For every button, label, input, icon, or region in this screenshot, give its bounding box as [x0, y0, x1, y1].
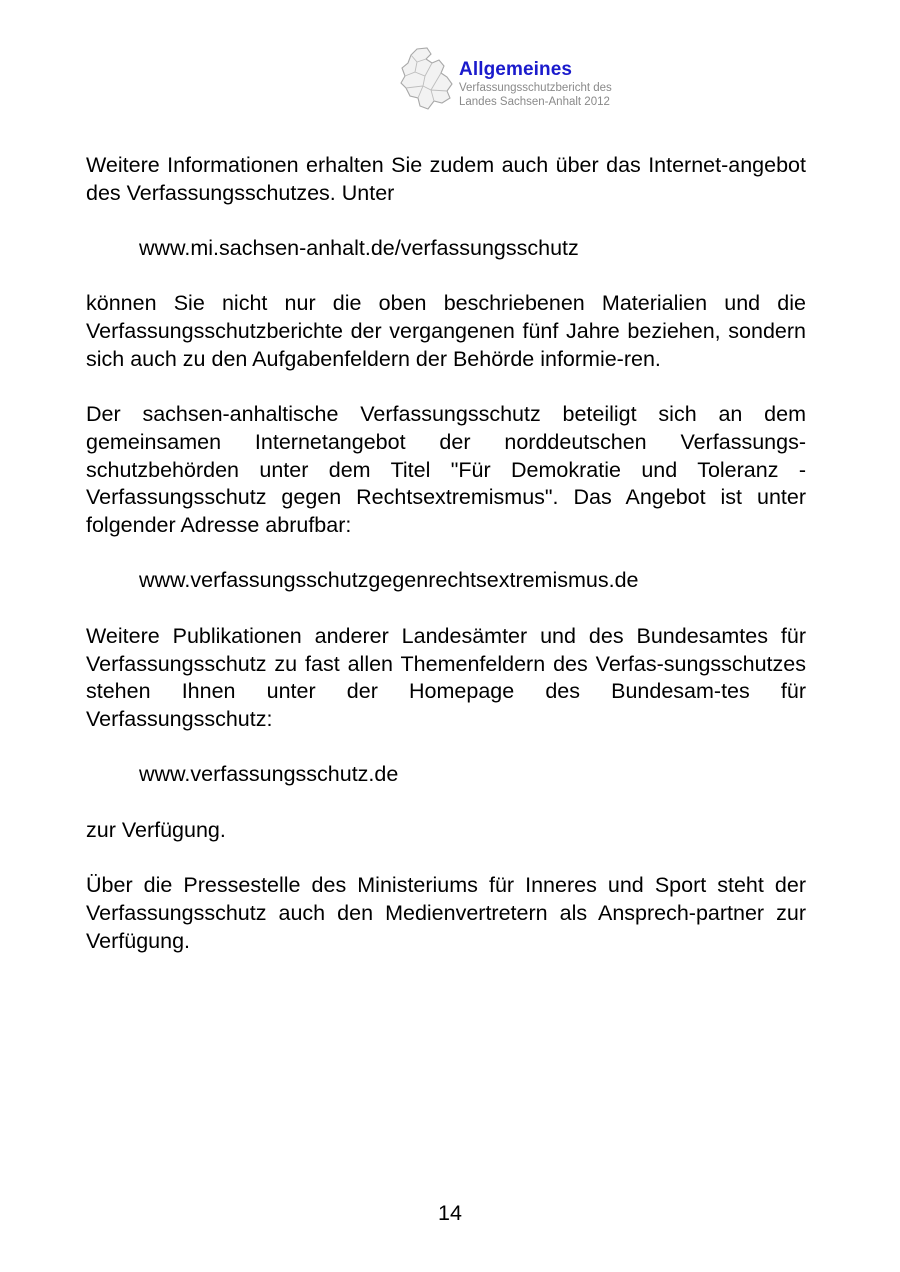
header-subtitle-line-1: Verfassungsschutzbericht des: [459, 82, 612, 94]
paragraph-4: Weitere Publikationen anderer Landesämter und des Bundesamtes für Verfassungsschutz zu fast allen Themenfeldern des Verfas-sungsschutzes stehen Ihnen unter der Homepage des Bundesam-tes für Verfassungsschutz:: [86, 623, 806, 731]
url-verfassungsschutz[interactable]: www.verfassungsschutz.de: [139, 762, 399, 787]
url-mi-sachsen-anhalt[interactable]: www.mi.sachsen-anhalt.de/verfassungsschutz: [139, 236, 579, 261]
sachsen-anhalt-map-icon: [397, 46, 455, 112]
page-header: [397, 46, 657, 116]
header-subtitle-line-2: Landes Sachsen-Anhalt 2012: [459, 96, 610, 108]
paragraph-2: können Sie nicht nur die oben beschriebenen Materialien und die Verfassungsschutzberichte der vergangenen fünf Jahre beziehen, sondern sich auch zu den Aufgabenfeldern der Behörde informie-ren.: [86, 291, 806, 371]
page-number: 14: [438, 1201, 462, 1225]
url-verfassungsschutz-gegen-rechtsextremismus[interactable]: www.verfassungsschutzgegenrechtsextremismus.de: [139, 568, 639, 593]
paragraph-1: Weitere Informationen erhalten Sie zudem auch über das Internet-angebot des Verfassungsschutzes. Unter: [86, 153, 806, 205]
header-title: Allgemeines: [459, 59, 573, 80]
paragraph-5: zur Verfügung.: [86, 817, 226, 842]
document-body: [86, 152, 806, 955]
paragraph-6: Über die Pressestelle des Ministeriums für Inneres und Sport steht der Verfassungsschutz auch den Medienvertretern als Ansprech-partner zur Verfügung.: [86, 873, 806, 953]
paragraph-3: Der sachsen-anhaltische Verfassungsschutz beteiligt sich an dem gemeinsamen Internetangebot der norddeutschen Verfassungs-schutzbehörden unter dem Titel "Für Demokratie und Toleranz - Verfassungsschutz gegen Rechtsextremismus". Das Angebot ist unter folgender Adresse abrufbar:: [86, 402, 806, 538]
